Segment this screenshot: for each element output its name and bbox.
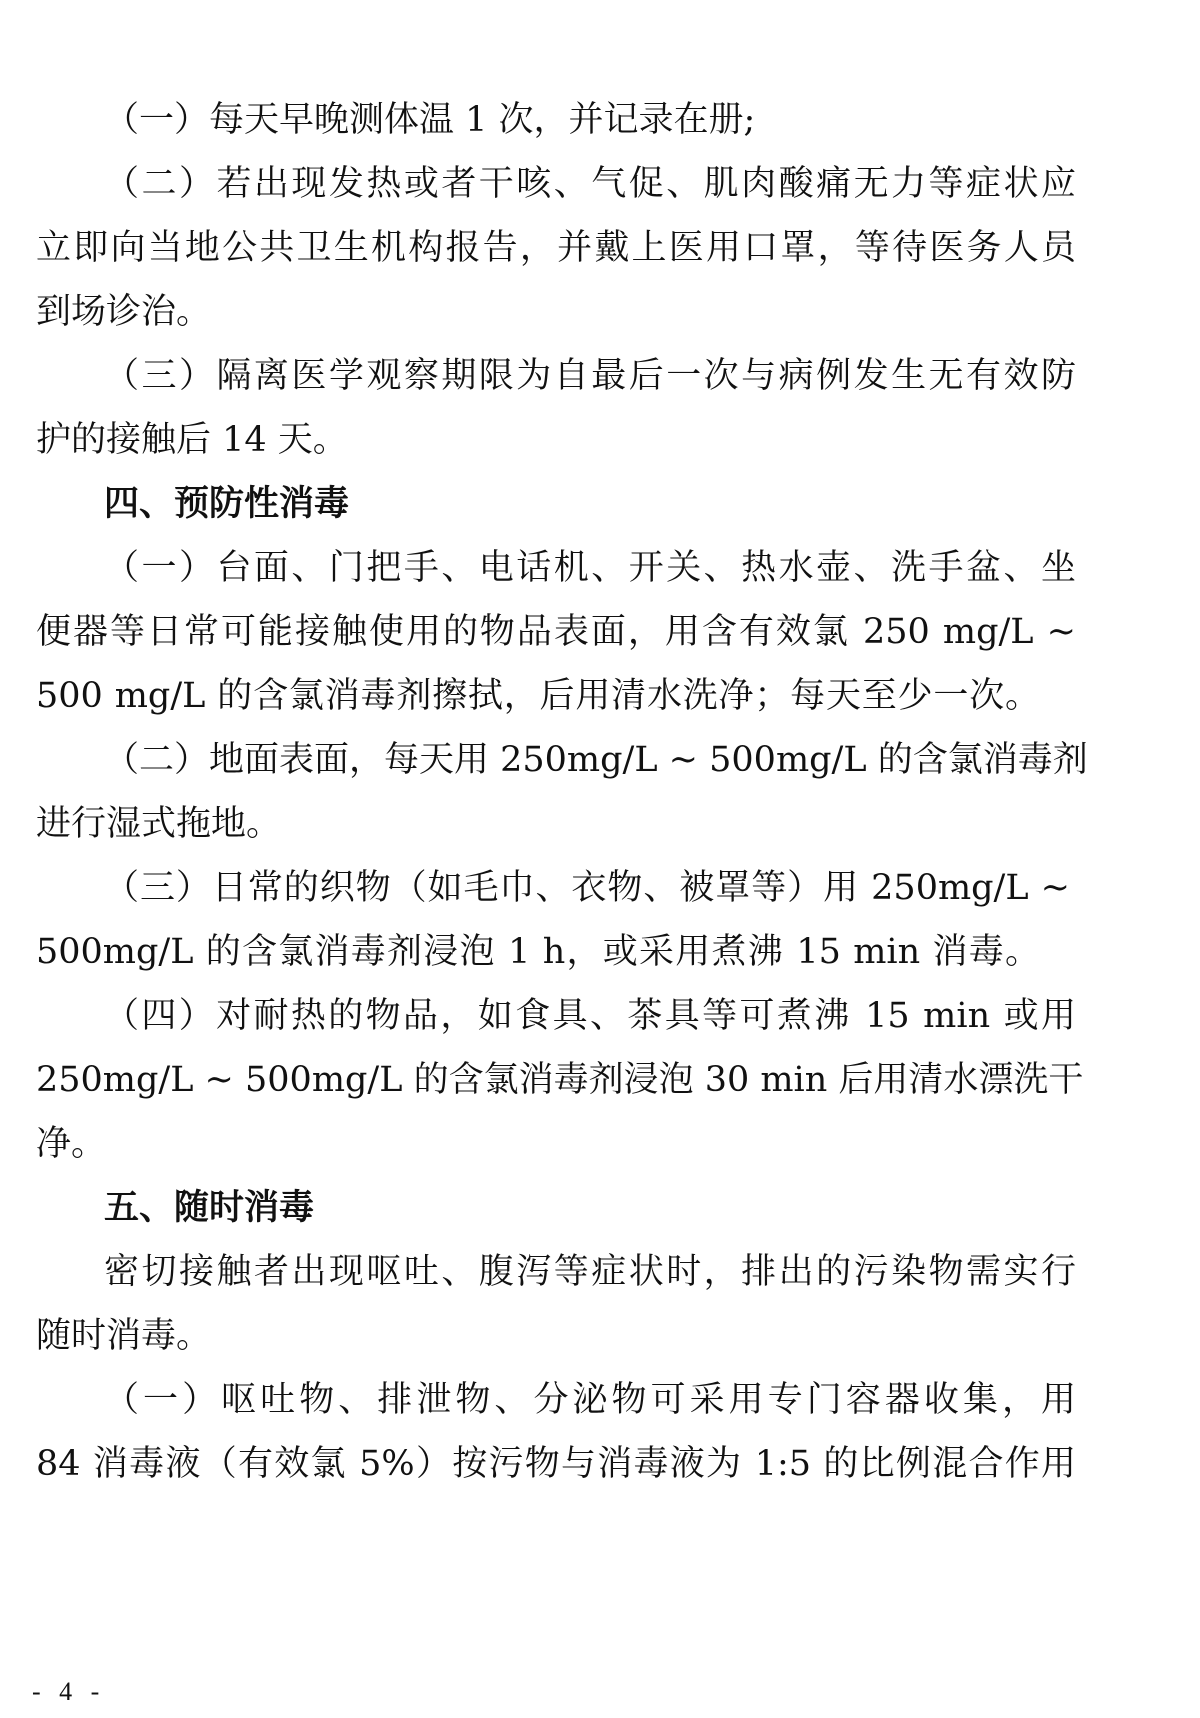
paragraph-line: 密切接触者出现呕吐、腹泻等症状时，排出的污染物需实行 xyxy=(104,1252,1076,1292)
paragraph-line: 净。 xyxy=(36,1124,107,1164)
paragraph-line: 随时消毒。 xyxy=(36,1316,212,1356)
paragraph-line: （一）每天早晚测体温 1 次，并记录在册; xyxy=(104,100,756,140)
paragraph-line: （二）地面表面，每天用 250mg/L ~ 500mg/L 的含氯消毒剂 xyxy=(104,740,1088,780)
paragraph-line: 进行湿式拖地。 xyxy=(36,804,282,844)
paragraph-line: （一）台面、门把手、电话机、开关、热水壶、洗手盆、坐 xyxy=(104,548,1076,588)
paragraph-line: （四）对耐热的物品，如食具、茶具等可煮沸 15 min 或用 xyxy=(104,996,1076,1036)
section-heading: 五、随时消毒 xyxy=(104,1188,315,1228)
section-heading: 四、预防性消毒 xyxy=(104,484,350,524)
paragraph-line: 便器等日常可能接触使用的物品表面，用含有效氯 250 mg/L ~ xyxy=(36,612,1076,652)
paragraph-line: （一）呕吐物、排泄物、分泌物可采用专门容器收集，用 xyxy=(104,1380,1076,1420)
paragraph-line: 护的接触后 14 天。 xyxy=(36,420,348,460)
paragraph-line: （二）若出现发热或者干咳、气促、肌肉酸痛无力等症状应 xyxy=(104,164,1076,204)
paragraph-line: （三）日常的织物（如毛巾、衣物、被罩等）用 250mg/L ~ xyxy=(104,868,1070,908)
paragraph-line: 250mg/L ~ 500mg/L 的含氯消毒剂浸泡 30 min 后用清水漂洗干 xyxy=(36,1060,1084,1100)
paragraph-line: 到场诊治。 xyxy=(36,292,212,332)
page-number: - 4 - xyxy=(32,1677,106,1706)
paragraph-line: （三）隔离医学观察期限为自最后一次与病例发生无有效防 xyxy=(104,356,1076,396)
paragraph-line: 84 消毒液（有效氯 5%）按污物与消毒液为 1:5 的比例混合作用 xyxy=(36,1444,1076,1484)
paragraph-line: 500 mg/L 的含氯消毒剂擦拭，后用清水洗净；每天至少一次。 xyxy=(36,676,1040,716)
paragraph-line: 立即向当地公共卫生机构报告，并戴上医用口罩，等待医务人员 xyxy=(36,228,1076,268)
paragraph-line: 500mg/L 的含氯消毒剂浸泡 1 h，或采用煮沸 15 min 消毒。 xyxy=(36,932,1040,972)
